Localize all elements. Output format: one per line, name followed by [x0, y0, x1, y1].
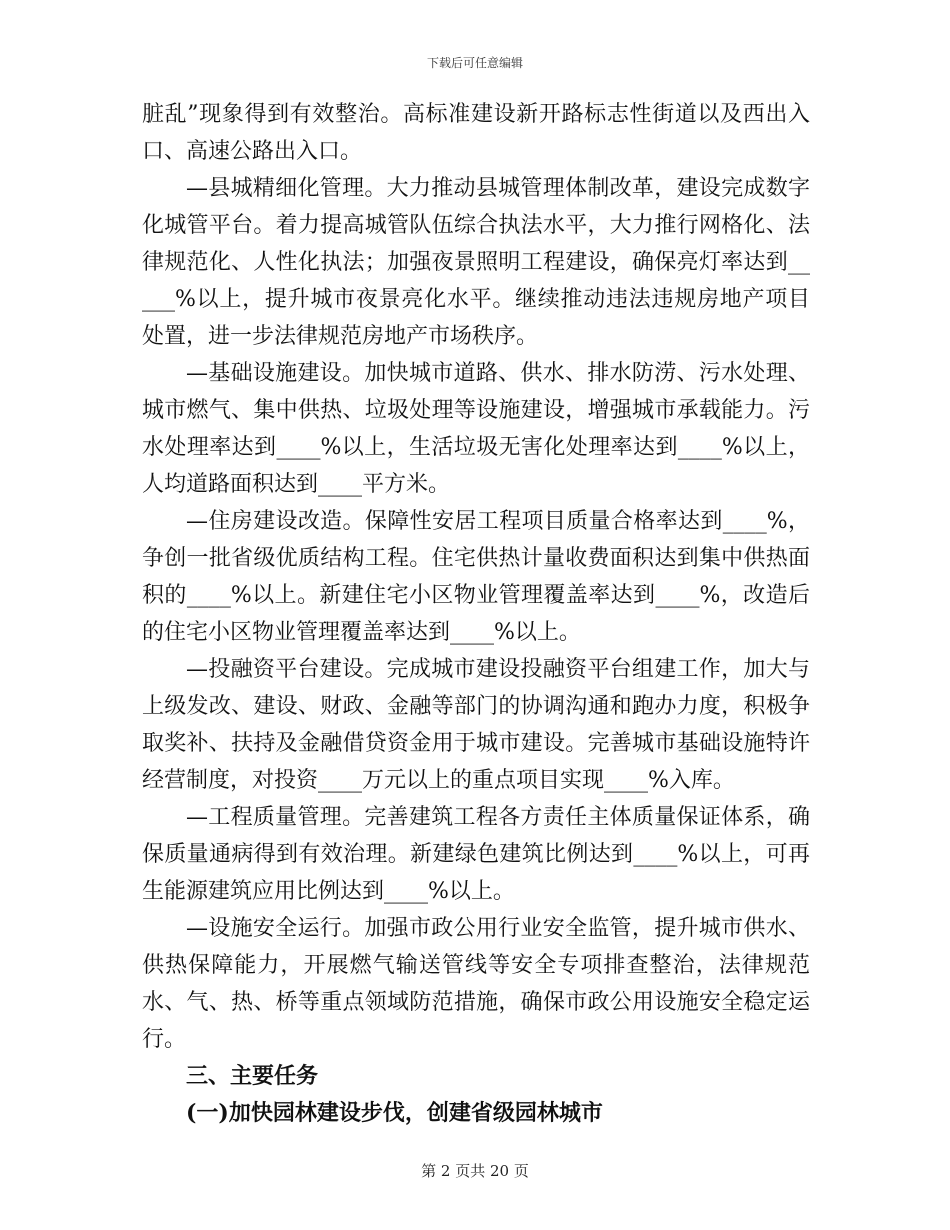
paragraph-infrastructure: —基础设施建设。加快城市道路、供水、排水防涝、污水处理、城市燃气、集中供热、垃圾处理等设施建设，增强城市承载能力。污水处理率达到____%以上，生活垃圾无害化处理率达到____%以上，人均道路面积达到____平方米。 [142, 361, 810, 497]
paragraph-continuation: 脏乱”现象得到有效整治。高标准建设新开路标志性街道以及西出入口、高速公路出入口。 [142, 102, 810, 164]
page-header-note: 下载后可任意编辑 [426, 56, 523, 70]
section-heading: 三、主要任务 [186, 1063, 319, 1089]
paragraph-financing-platform: —投融资平台建设。完成城市建设投融资平台组建工作，加大与上级发改、建设、财政、金融等部门的协调沟通和跑办力度，积极争取奖补、扶持及金融借贷资金用于城市建设。完善城市基础设施特许经营制度，对投资____万元以上的重点项目实现____%入库。 [142, 657, 810, 793]
subsection-heading: (一)加快园林建设步伐，创建省级园林城市 [186, 1100, 603, 1126]
paragraph-facility-safety: —设施安全运行。加强市政公用行业安全监管，提升城市供水、供热保障能力，开展燃气输送管线等安全专项排查整治，法律规范水、气、热、桥等重点领域防范措施，确保市政公用设施安全稳定运行。 [142, 916, 810, 1052]
paragraph-quality-management: —工程质量管理。完善建筑工程各方责任主体质量保证体系，确保质量通病得到有效治理。新建绿色建筑比例达到____%以上，可再生能源建筑应用比例达到____%以上。 [142, 805, 810, 904]
paragraph-county-management: —县城精细化管理。大力推动县城管理体制改革，建设完成数字化城管平台。着力提高城管队伍综合执法水平，大力推行网格化、法律规范化、人性化执法；加强夜景照明工程建设，确保亮灯率达到_____%以上，提升城市夜景亮化水平。继续推动违法违规房地产项目处置，进一步法律规范房地产市场秩序。 [142, 176, 810, 349]
page-number: 第 2 页共 20 页 [421, 1162, 529, 1180]
document-body [142, 96, 810, 1132]
paragraph-housing: —住房建设改造。保障性安居工程项目质量合格率达到____%，争创一批省级优质结构工程。住宅供热计量收费面积达到集中供热面积的____%以上。新建住宅小区物业管理覆盖率达到____%，改造后的住宅小区物业管理覆盖率达到____%以上。 [142, 509, 810, 645]
